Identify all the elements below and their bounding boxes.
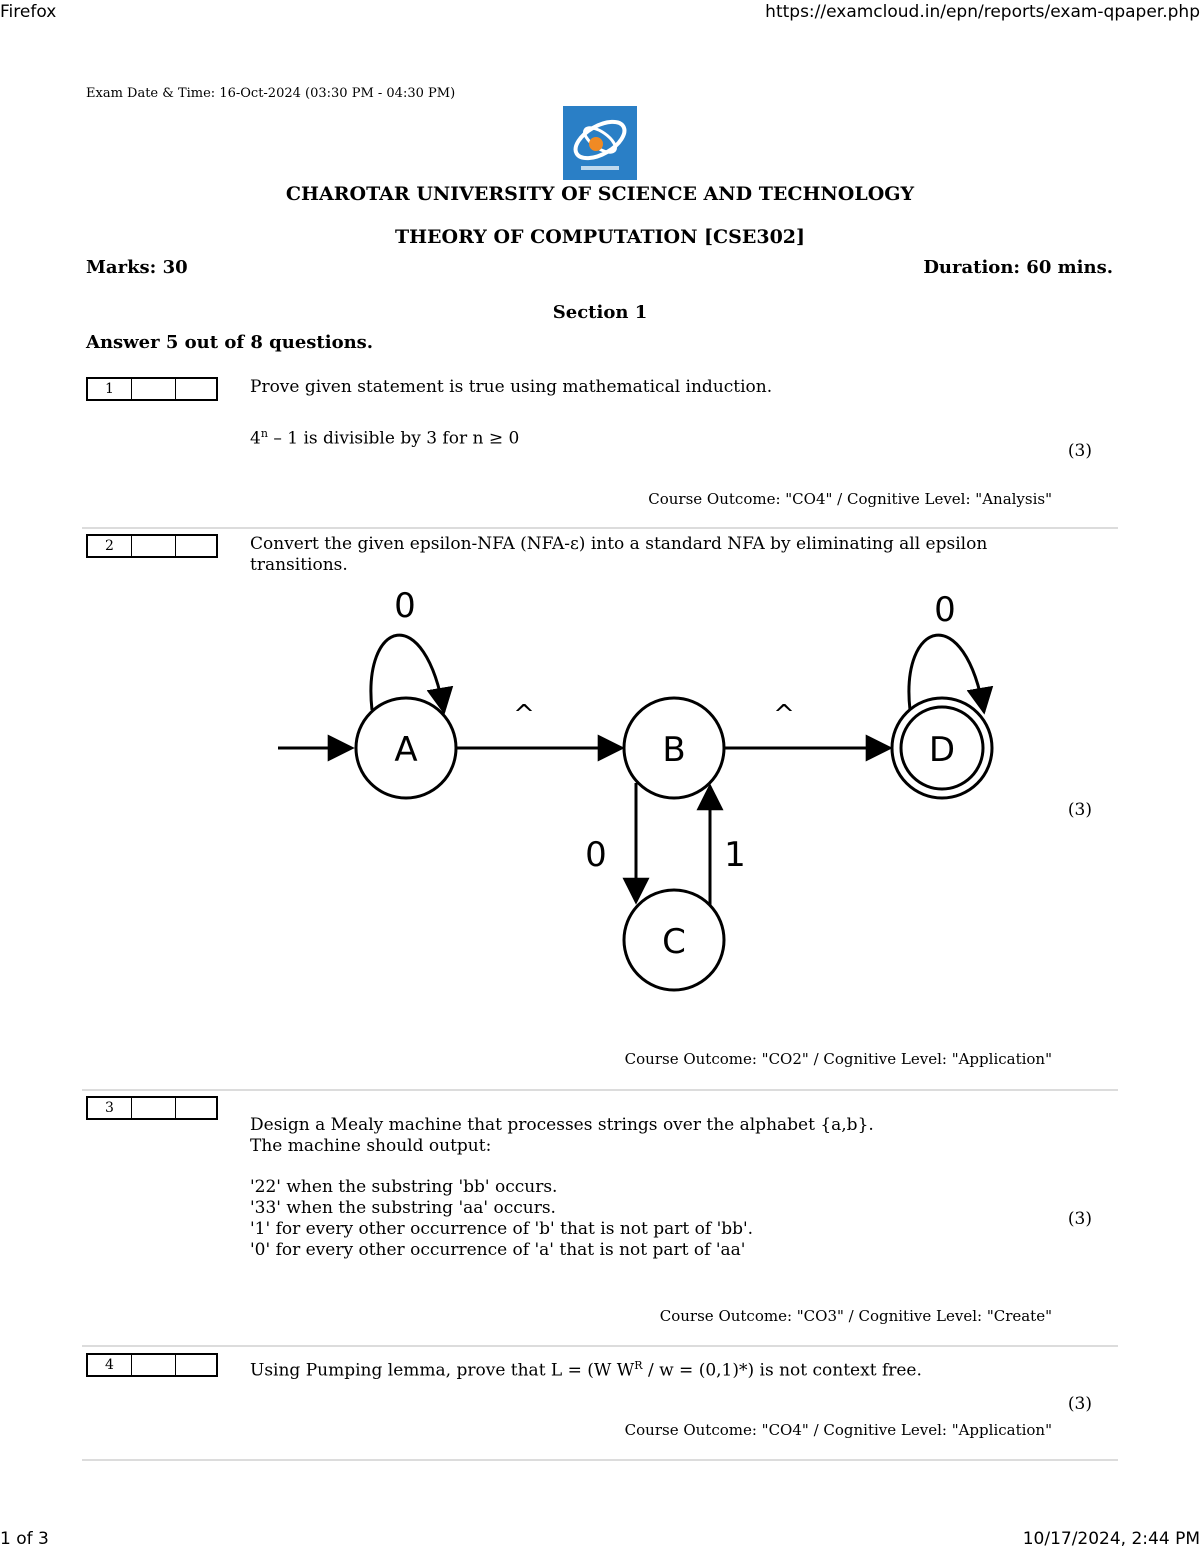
question-text: Prove given statement is true using mathematical induction. xyxy=(250,377,773,397)
question-marks: (3) xyxy=(1067,1209,1092,1229)
transition-label: 0 xyxy=(585,835,607,875)
course-title: THEORY OF COMPUTATION [CSE302] xyxy=(394,226,806,248)
output-rule: '22' when the substring 'bb' occurs. xyxy=(250,1177,558,1197)
course-outcome: Course Outcome: "CO2" / Cognitive Level: "Application" xyxy=(624,1050,1052,1068)
state-label: D xyxy=(928,730,956,770)
question-number-box xyxy=(86,1353,218,1377)
state-label: B xyxy=(662,730,686,770)
university-name: CHAROTAR UNIVERSITY OF SCIENCE AND TECHNOLOGY xyxy=(285,183,915,205)
university-logo xyxy=(563,106,637,180)
question-number: 4 xyxy=(88,1355,132,1375)
divider xyxy=(82,1459,1118,1461)
question-expression: 4$^n$ – 1 is divisible by 3 for n ≥ 0 xyxy=(250,427,520,449)
divider xyxy=(82,527,1118,529)
question-number: 2 xyxy=(88,536,132,556)
question-text: Convert the given epsilon-NFA (NFA-ε) into a standard NFA by eliminating all epsilon transitions. xyxy=(250,534,988,575)
transition-label: 1 xyxy=(724,835,746,875)
question-text-2: The machine should output: xyxy=(250,1136,492,1156)
output-rule: '1' for every other occurrence of 'b' that is not part of 'bb'. xyxy=(250,1219,754,1239)
question-number: 3 xyxy=(88,1098,132,1118)
question-marks: (3) xyxy=(1067,800,1092,820)
exam-date-time: Exam Date & Time: 16-Oct-2024 (03:30 PM - 04:30 PM) xyxy=(86,86,456,101)
question-text: Design a Mealy machine that processes strings over the alphabet {a,b}. xyxy=(250,1115,874,1135)
question-number: 1 xyxy=(88,379,132,399)
section-title: Section 1 xyxy=(552,302,648,323)
question-text: Using Pumping lemma, prove that L = (W $W^R / w = (0,1)*$) is not context free. xyxy=(250,1359,922,1381)
question-number-box xyxy=(86,377,218,401)
page-info: 1 of 3 xyxy=(0,1529,49,1549)
question-marks: (3) xyxy=(1067,1394,1092,1414)
transition-label: ^ xyxy=(773,700,795,730)
output-rule: '0' for every other occurrence of 'a' that is not part of 'aa' xyxy=(250,1240,746,1260)
instruction: Answer 5 out of 8 questions. xyxy=(86,332,374,353)
course-outcome: Course Outcome: "CO4" / Cognitive Level: "Analysis" xyxy=(648,490,1052,508)
browser-app-name: Firefox xyxy=(0,2,57,22)
divider xyxy=(82,1089,1118,1091)
transition-label: 0 xyxy=(394,586,416,626)
page-url: https://examcloud.in/epn/reports/exam-qpaper.php xyxy=(765,2,1200,22)
print-datetime: 10/17/2024, 2:44 PM xyxy=(1022,1529,1200,1549)
total-marks: Marks: 30 xyxy=(86,257,188,278)
transition-label: 0 xyxy=(934,590,956,630)
output-rule: '33' when the substring 'aa' occurs. xyxy=(250,1198,556,1218)
course-outcome: Course Outcome: "CO3" / Cognitive Level: "Create" xyxy=(659,1307,1052,1325)
course-outcome: Course Outcome: "CO4" / Cognitive Level: "Application" xyxy=(624,1421,1052,1439)
duration: Duration: 60 mins. xyxy=(923,257,1113,278)
divider xyxy=(82,1345,1118,1347)
question-number-box xyxy=(86,534,218,558)
question-number-box xyxy=(86,1096,218,1120)
question-marks: (3) xyxy=(1067,441,1092,461)
state-label: C xyxy=(662,922,686,962)
state-label: A xyxy=(394,730,418,770)
nfa-diagram xyxy=(270,580,1010,1000)
transition-label: ^ xyxy=(513,700,535,730)
